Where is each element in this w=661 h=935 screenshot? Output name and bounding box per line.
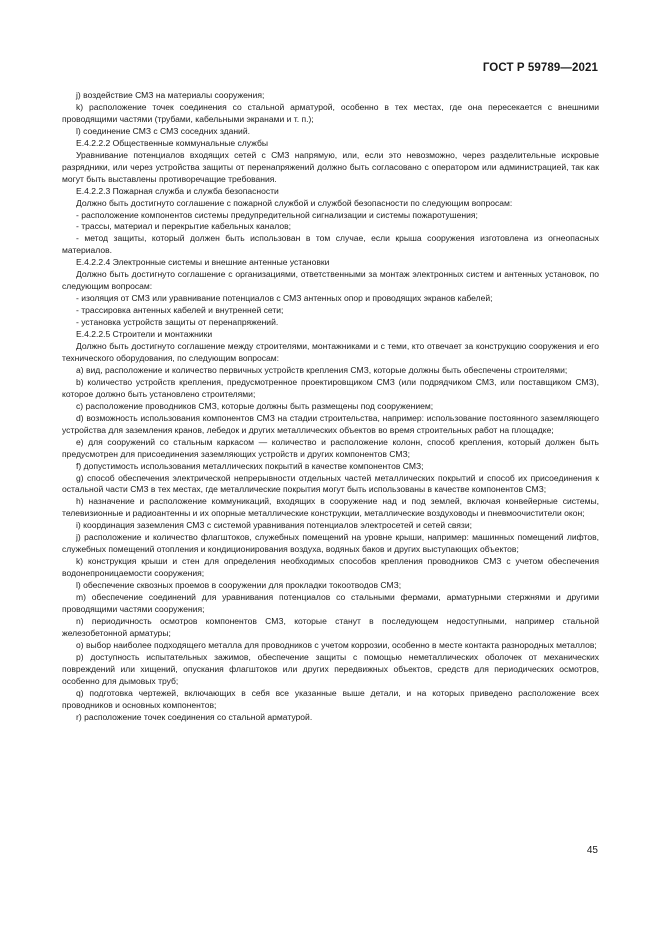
paragraph: l) соединение СМЗ с СМЗ соседних зданий. — [76, 125, 250, 136]
list-item: j) расположение и количество флагштоков, служебных помещений на уровне крыши, например: машинных помещений лифтов, служебных помещений отопления и кондиционирования воздуха, водяных баков и других выступающих объектов; — [62, 532, 599, 555]
list-item: - установка устройств защиты от перенапряжений. — [76, 317, 279, 328]
section-heading: Е.4.2.2.4 Электронные системы и внешние антенные установки — [76, 257, 330, 268]
list-item: b) количество устройств крепления, предусмотренное проектировщиком СМЗ (или подрядчиком СМЗ, или поставщиком СМЗ), которое должно быть установлено строителями; — [62, 376, 599, 399]
list-item: k) конструкция крыши и стен для определения необходимых способов крепления проводников СМЗ с учетом обеспечения водонепроницаемости сооружения; — [62, 556, 599, 579]
document-code: ГОСТ Р 59789—2021 — [482, 62, 598, 74]
list-item: l) обеспечение сквозных проемов в сооружении для прокладки токоотводов СМЗ; — [76, 580, 402, 591]
list-item: - изоляция от СМЗ или уравнивание потенциалов с СМЗ антенных опор и проводящих экранов кабелей; — [76, 293, 493, 304]
list-item: n) периодичность осмотров компонентов СМЗ, которые станут в последующем недоступными, например стальной железобетонной арматуры; — [62, 615, 599, 638]
list-item: - трассировка антенных кабелей и внутренней сети; — [76, 305, 284, 316]
paragraph: Должно быть достигнуто соглашение с организациями, ответственными за монтаж электронных систем и антенных установок, по следующим вопросам: — [62, 269, 599, 292]
list-item: g) способ обеспечения электрической непрерывности отдельных частей металлических покрытий и способ их присоединения к остальной части СМЗ в тех местах, где металлические покрытия могут быть использованы в качестве компонентов СМЗ; — [62, 472, 599, 495]
paragraph: Должно быть достигнуто соглашение между строителями, монтажниками и с теми, кто отвечает за конструкцию сооружения и его технического оборудования, по следующим вопросам: — [62, 341, 599, 363]
list-item: - трассы, материал и перекрытие кабельных каналов; — [76, 221, 292, 232]
paragraph: k) расположение точек соединения со стальной арматурой, особенно в тех местах, где она пересекается с внешними проводящими частями (трубами, кабельными экранами и т. п.); — [62, 101, 599, 124]
list-item: r) расположение точек соединения со стальной арматурой. — [76, 711, 313, 722]
section-heading: Е.4.2.2.5 Строители и монтажники — [76, 329, 213, 340]
list-item: e) для сооружений со стальным каркасом — количество и расположение колонн, способ крепления, который должен быть предусмотрен для присоединения заземляющих устройств и других компонентов СМЗ; — [62, 436, 599, 459]
section-heading: Е.4.2.2.3 Пожарная служба и служба безопасности — [76, 185, 279, 196]
list-item: f) допустимость использования металлических покрытий в качестве компонентов СМЗ; — [76, 460, 424, 471]
paragraph: Должно быть достигнуто соглашение с пожарной службой и службой безопасности по следующим вопросам: — [76, 197, 513, 208]
list-item: o) выбор наиболее подходящего металла для проводников с учетом коррозии, особенно в месте контакта разнородных металлов; — [76, 639, 597, 650]
list-item: - метод защиты, который должен быть использован в том случае, если крыша сооружения изготовлена из огнеопасных материалов. — [62, 233, 599, 256]
list-item: h) назначение и расположение коммуникаций, входящих в сооружение над и под землей, включая конвейерные системы, телевизионные и радиоантенны и их опорные металлические конструкции, металлические воздуховоды и пневмоочистители окон; — [62, 496, 599, 519]
list-item: c) расположение проводников СМЗ, которые должны быть размещены под сооружением; — [76, 400, 434, 411]
document-body — [62, 90, 599, 724]
paragraph: j) воздействие СМЗ на материалы сооружения; — [76, 90, 265, 100]
list-item: d) возможность использования компонентов СМЗ на стадии строительства, например: использование постоянного заземляющего устройства для заземления кранов, лебедок и других металлических объектов во время строительных работ на площадке; — [62, 412, 599, 435]
list-item: a) вид, расположение и количество первичных устройств крепления СМЗ, которые должны быть обеспечены строителями; — [76, 364, 568, 375]
paragraph: Уравнивание потенциалов входящих сетей с СМЗ напрямую, или, если это невозможно, через разделительные искровые разрядники, или через устройства защиты от перенапряжений должно быть согласовано с оператором или администрацией, так как могут быть выставлены противоречащие требования. — [62, 149, 599, 184]
section-heading: Е.4.2.2.2 Общественные коммунальные службы — [76, 137, 269, 148]
list-item: p) доступность испытательных зажимов, обеспечение защиты с помощью неметаллических оболочек от механических повреждений или хищений, опускания флагштоков или других передвижных объектов, средств для периодических осмотров, особенно для дымовых труб; — [62, 651, 599, 686]
list-item: m) обеспечение соединений для уравнивания потенциалов со стальными фермами, арматурными стержнями и другими проводящими частями сооружения; — [62, 592, 599, 614]
list-item: i) координация заземления СМЗ с системой уравнивания потенциалов электросетей и сетей связи; — [76, 520, 472, 531]
list-item: q) подготовка чертежей, включающих в себя все указанные выше детали, и на которых приведено расположение всех проводников и основных компонентов; — [62, 687, 599, 710]
list-item: - расположение компонентов системы предупредительной сигнализации и системы пожаротушения; — [76, 209, 478, 220]
page-number: 45 — [586, 845, 598, 856]
